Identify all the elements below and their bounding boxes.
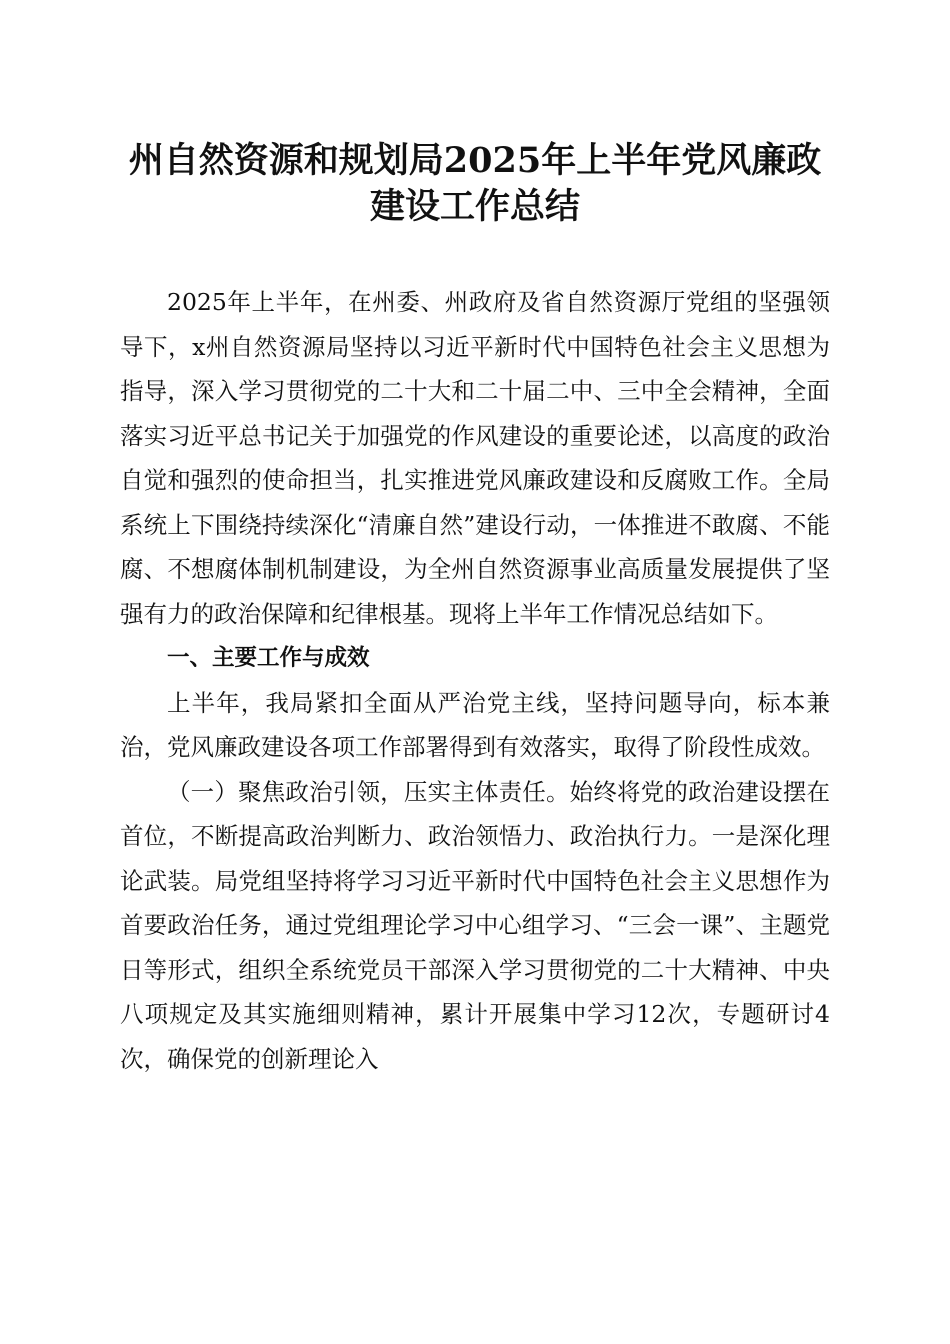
subsection-1-text: 始终将党的政治建设摆在首位，不断提高政治判断力、政治领悟力、政治执行力。一是深化理论武装。局党组坚持将学习习近平新时代中国特色社会主义思想作为首要政治任务，通过党组理论学习中心组学习、“三会一课”、主题党日等形式，组织全系统党员干部深入学习贯彻党的二十大精神、中央八项规定及其实施细则精神，累计开展集中学习12次，专题研讨4次，确保党的创新理论入: [120, 777, 831, 1073]
title-line-1: 州自然资源和规划局2025年上半年党风廉政: [128, 140, 822, 181]
section-1-heading: 一、主要工作与成效: [167, 645, 370, 671]
document-body: [120, 280, 830, 1081]
title-line-2: 建设工作总结: [369, 186, 580, 227]
subsection-1-paragraph: [120, 770, 830, 1082]
section-1-paragraph: 上半年，我局紧扣全面从严治党主线，坚持问题导向，标本兼治，党风廉政建设各项工作部署得到有效落实，取得了阶段性成效。: [120, 688, 830, 761]
document-title: [100, 138, 850, 230]
subsection-1-heading: （一）聚焦政治引领，压实主体责任。: [167, 777, 570, 806]
intro-paragraph: 2025年上半年，在州委、州政府及省自然资源厅党组的坚强领导下，x州自然资源局坚持以习近平新时代中国特色社会主义思想为指导，深入学习贯彻党的二十大和二十届二中、三中全会精神，全面落实习近平总书记关于加强党的作风建设的重要论述，以高度的政治自觉和强烈的使命担当，扎实推进党风廉政建设和反腐败工作。全局系统上下围绕持续深化“清廉自然”建设行动，一体推进不敢腐、不能腐、不想腐体制机制建设，为全州自然资源事业高质量发展提供了坚强有力的政治保障和纪律根基。现将上半年工作情况总结如下。: [120, 288, 830, 628]
